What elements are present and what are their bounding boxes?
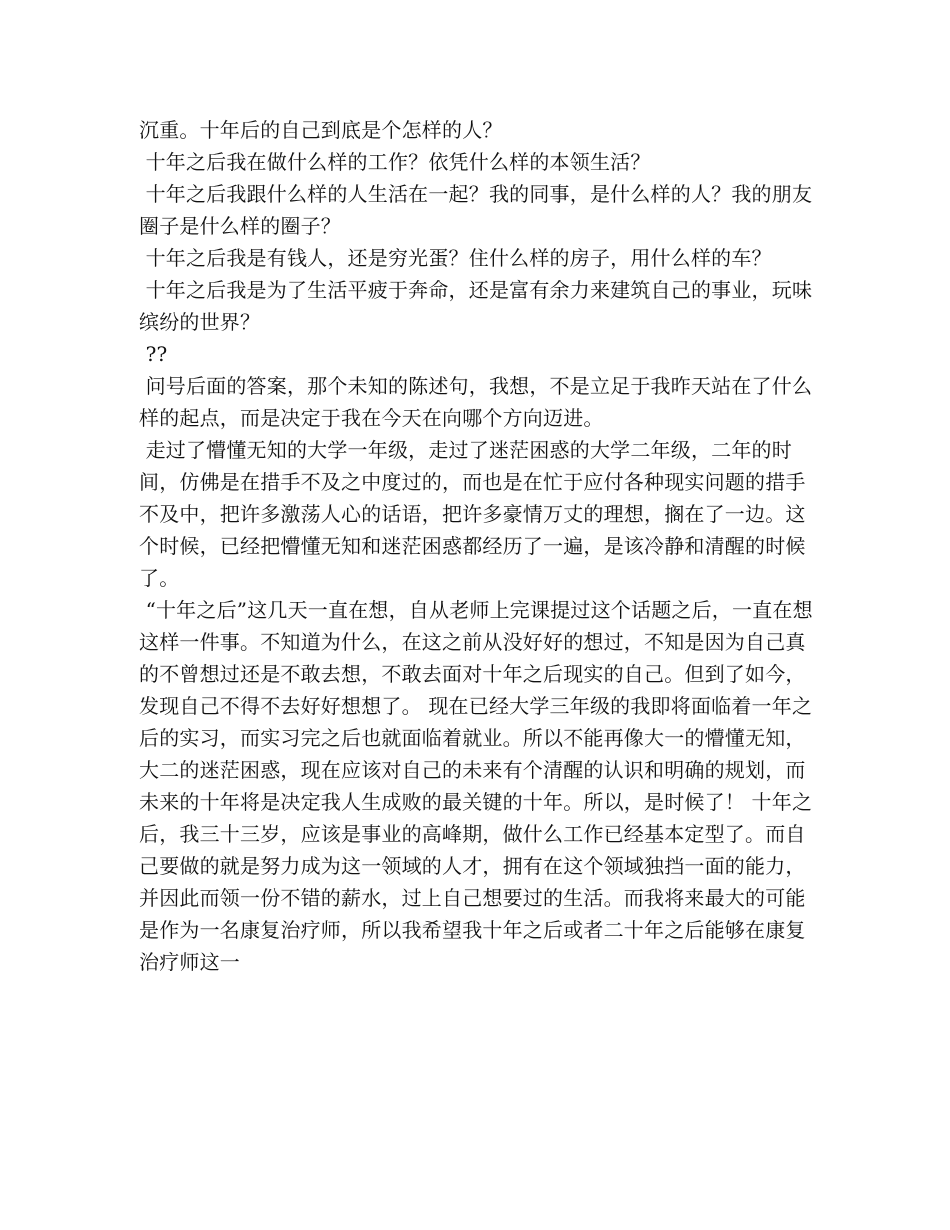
paragraph-9: “十年之后”这几天一直在想，自从老师上完课提过这个话题之后，一直在想这样一件事。不知道为什么，在这之前从没好好的想过，不知是因为自己真的不曾想过还是不敢去想，不敢去面对十年之后现实的自己。但到了如今，发现自己不得不去好好想想了。 现在已经大学三年级的我即将面临着一年之后的实习，而实习完之后也就面临着就业。所以不能再像大一的懵懂无知，大二的迷茫困惑，现在应该对自己的未来有个清醒的认识和明确的规划，而未来的十年将是决定我人生成败的最关键的十年。所以，是时候了！ 十年之后，我三十三岁，应该是事业的高峰期，做什么工作已经基本定型了。而自己要做的就是努力成为这一领域的人才，拥有在这个领域独挡一面的能力，并因此而领一份不错的薪水，过上自己想要过的生活。而我将来最大的可能是作为一名康复治疗师，所以我希望我十年之后或者二十年之后能够在康复治疗师这一 [139, 598, 813, 974]
paragraph-5: 十年之后我是为了生活平疲于奔命，还是富有余力来建筑自己的事业，玩味缤纷的世界？ [139, 278, 813, 334]
paragraph-2: 十年之后我在做什么样的工作？依凭什么样的本领生活？ [139, 150, 651, 174]
document-body [139, 114, 819, 978]
paragraph-7: 问号后面的答案，那个未知的陈述句，我想，不是立足于我昨天站在了什么样的起点，而是决定于我在今天在向哪个方向迈进。 [139, 374, 813, 430]
paragraph-3: 十年之后我跟什么样的人生活在一起？我的同事，是什么样的人？我的朋友圈子是什么样的圈子？ [139, 182, 813, 238]
paragraph-8: 走过了懵懂无知的大学一年级，走过了迷茫困惑的大学二年级，二年的时间，仿佛是在措手不及之中度过的，而也是在忙于应付各种现实问题的措手不及中，把许多激荡人心的话语，把许多豪情万丈的理想，搁在了一边。这个时候，已经把懵懂无知和迷茫困惑都经历了一遍，是该冷静和清醒的时候了。 [139, 438, 806, 590]
paragraph-6: ?? [139, 342, 168, 366]
paragraph-4: 十年之后我是有钱人，还是穷光蛋？住什么样的房子，用什么样的车？ [139, 246, 772, 270]
paragraph-1: 沉重。十年后的自己到底是个怎样的人？ [139, 118, 503, 142]
